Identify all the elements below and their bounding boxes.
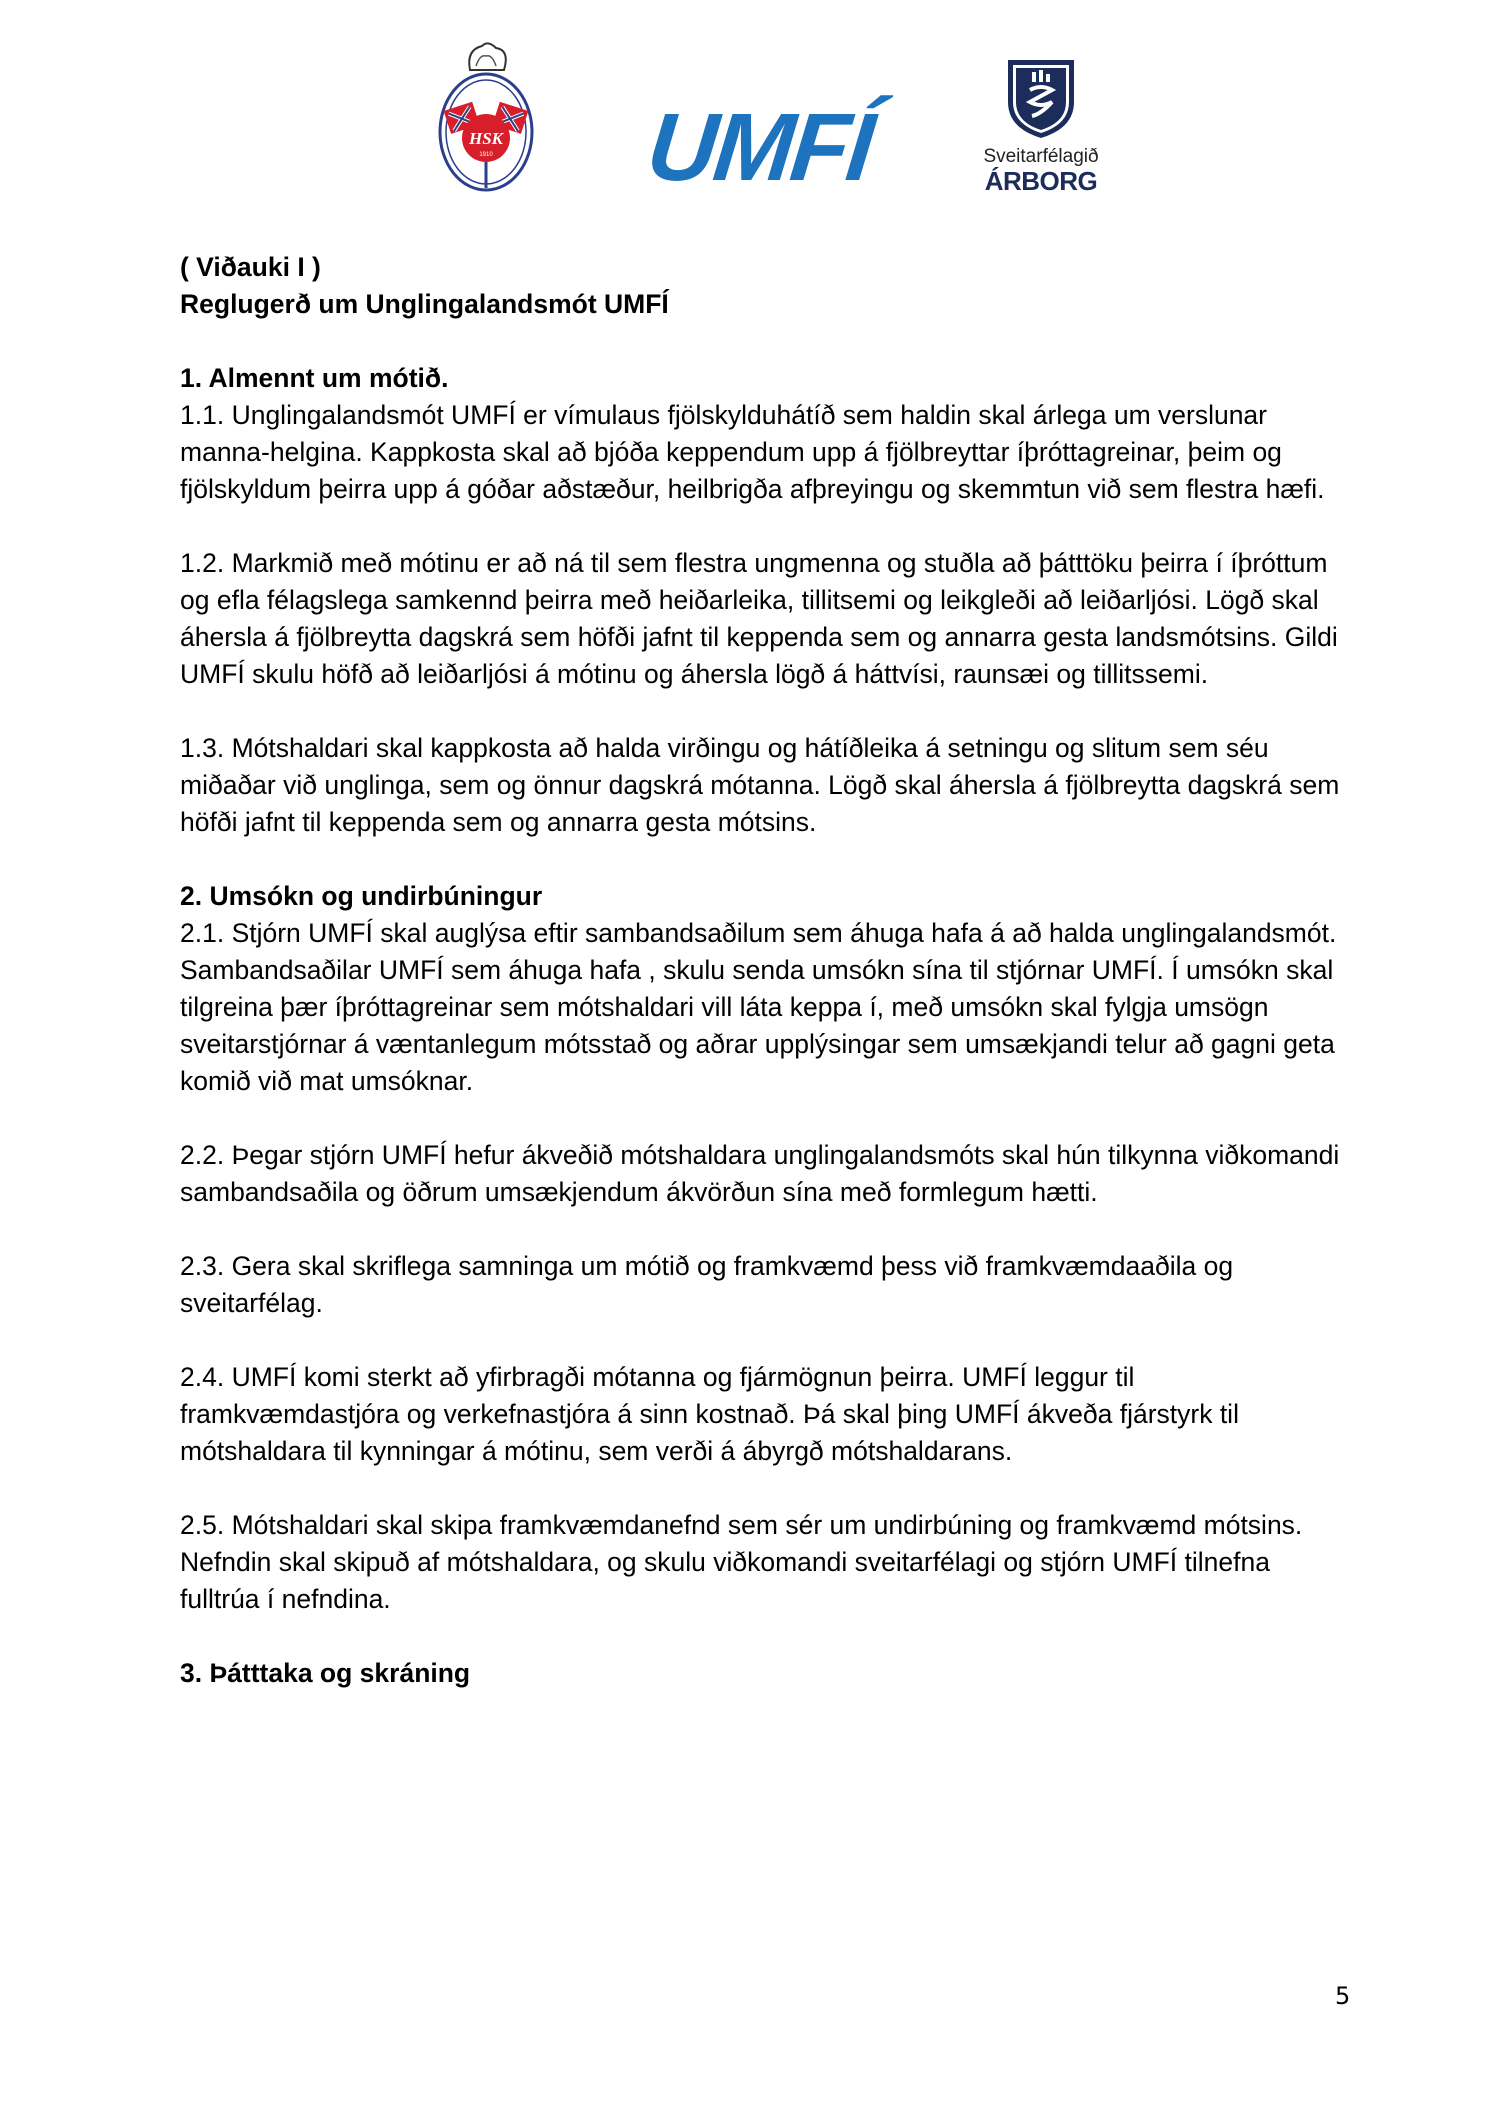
document-title: Reglugerð um Unglingalandsmót UMFÍ bbox=[180, 289, 669, 319]
paragraph: 2.1. Stjórn UMFÍ skal auglýsa eftir sambandsaðilum sem áhuga hafa á að halda unglingalandsmót. Sambandsaðilar UMFÍ sem áhuga hafa , skulu senda umsókn sína til stjórnar UMFÍ. Í umsókn skal tilgreina þær íþróttagreinar sem mótshaldari vill láta keppa í, með umsókn skal fylgja umsögn sveitarstjórnar á væntanlegum mótsstað og aðrar upplýsingar sem umsækjandi telur að gagni geta komið við mat umsóknar. bbox=[180, 918, 1337, 1096]
section-heading: 2. Umsókn og undirbúningur bbox=[180, 881, 543, 911]
umfi-logo bbox=[642, 94, 877, 201]
paragraph: 2.3. Gera skal skriflega samninga um mótið og framkvæmd þess við framkvæmdaaðila og sveitarfélag. bbox=[180, 1251, 1234, 1318]
page-number: 5 bbox=[1335, 1982, 1351, 2010]
arborg-shield-icon bbox=[1004, 56, 1078, 140]
arborg-logo-line1: Sveitarfélagið bbox=[983, 146, 1099, 167]
section-heading: 3. Þátttaka og skráning bbox=[180, 1658, 471, 1688]
hsk-logo-text: HSK bbox=[468, 129, 504, 148]
section-heading: 1. Almennt um mótið. bbox=[180, 363, 449, 393]
hsk-logo-year: 1910 bbox=[479, 152, 493, 158]
appendix-label: ( Viðauki I ) bbox=[180, 252, 321, 282]
paragraph: 1.1. Unglingalandsmót UMFÍ er vímulaus fjölskylduhátíð sem haldin skal árlega um verslunar manna-helgina. Kappkosta skal að bjóða keppendum upp á fjölbreyttar íþróttagreinar, þeim og fjölskyldum þeirra upp á góðar aðstæður, heilbrigða afþreyingu og skemmtun við sem flestra hæfi. bbox=[180, 400, 1325, 504]
paragraph: 2.2. Þegar stjórn UMFÍ hefur ákveðið mótshaldara unglingalandsmóts skal hún tilkynna viðkomandi sambandsaðila og öðrum umsækjendum ákvörðun sína með formlegum hætti. bbox=[180, 1140, 1340, 1207]
paragraph: 2.5. Mótshaldari skal skipa framkvæmdanefnd sem sér um undirbúning og framkvæmd mótsins. Nefndin skal skipuð af mótshaldara, og skulu viðkomandi sveitarfélagi og stjórn UMFÍ tilnefna fulltrúa í nefndina. bbox=[180, 1510, 1303, 1614]
paragraph: 1.2. Markmið með mótinu er að ná til sem flestra ungmenna og stuðla að þátttöku þeirra í íþróttum og efla félagslega samkennd þeirra með heiðarleika, tillitsemi og leikgleði að leiðarljósi. Lögð skal áhersla á fjölbreytta dagskrá sem höfði jafnt til keppenda sem og annarra gesta landsmótsins. Gildi UMFÍ skulu höfð að leiðarljósi á mótinu og áhersla lögð á háttvísi, raunsæi og tillitssemi. bbox=[180, 548, 1338, 689]
arborg-logo bbox=[976, 56, 1106, 216]
umfi-logo-text: UMFÍ bbox=[642, 94, 877, 201]
header-logos bbox=[0, 38, 1500, 208]
arborg-logo-line2: ÁRBORG bbox=[984, 165, 1098, 196]
paragraph: 2.4. UMFÍ komi sterkt að yfirbragði mótanna og fjármögnun þeirra. UMFÍ leggur til framkvæmdastjóra og verkefnastjóra á sinn kostnað. Þá skal þing UMFÍ ákveða fjárstyrk til mótshaldara til kynningar á mótinu, sem verði á ábyrgð mótshaldarans. bbox=[180, 1362, 1239, 1466]
hsk-emblem-icon bbox=[430, 40, 542, 200]
hsk-logo bbox=[430, 40, 542, 200]
document-body bbox=[180, 249, 1350, 1692]
paragraph: 1.3. Mótshaldari skal kappkosta að halda virðingu og hátíðleika á setningu og slitum sem séu miðaðar við unglinga, sem og önnur dagskrá mótanna. Lögð skal áhersla á fjölbreytta dagskrá sem höfði jafnt til keppenda sem og annarra gesta mótsins. bbox=[180, 733, 1340, 837]
